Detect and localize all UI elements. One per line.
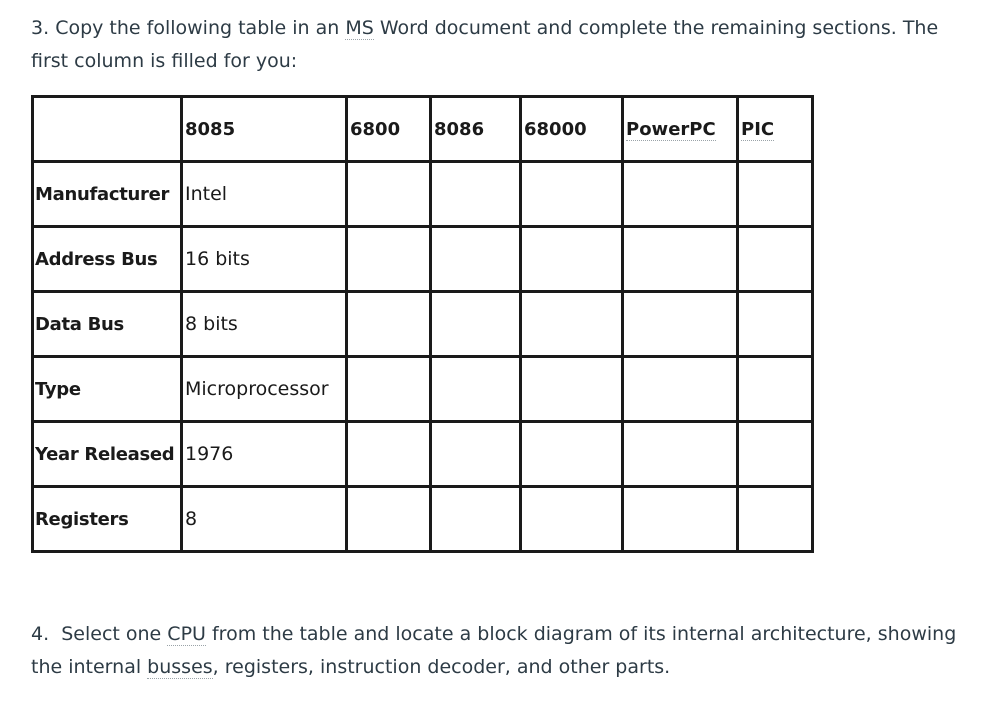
row-label-year-released: Year Released: [33, 422, 182, 487]
table-row: [33, 162, 813, 227]
header-cell-6800: 6800: [347, 97, 431, 162]
ms-word-term: MS: [345, 17, 374, 39]
table-header-row: [33, 97, 813, 162]
cell-8085-year-released: 1976: [182, 422, 347, 487]
table-row: [33, 227, 813, 292]
question-4-text-middle: from the table and locate a block diagram of its internal architecture, showing the internal: [31, 623, 957, 678]
row-label-type: Type: [33, 357, 182, 422]
header-cell-pic: [738, 97, 813, 162]
cpu-term: CPU: [167, 623, 206, 645]
question-4-number: 4.: [31, 623, 50, 645]
table-cell-empty: [521, 357, 623, 422]
table-cell-empty: [738, 422, 813, 487]
question-4-text-start: Select one: [61, 623, 162, 645]
cpu-comparison-table: [31, 95, 814, 553]
row-label-address-bus: Address Bus: [33, 227, 182, 292]
table-cell-empty: [521, 292, 623, 357]
cell-8085-data-bus: 8 bits: [182, 292, 347, 357]
question-4-text-end: , registers, instruction decoder, and other parts.: [212, 656, 671, 678]
table-cell-empty: [623, 357, 738, 422]
table-cell-empty: [521, 422, 623, 487]
question-3: [31, 12, 971, 78]
header-cell-empty: [33, 97, 182, 162]
question-3-number: 3.: [31, 17, 50, 39]
busses-term: busses: [147, 656, 213, 678]
table-cell-empty: [521, 487, 623, 552]
table-row: [33, 422, 813, 487]
question-3-text-end: Word document and complete the remaining sections. The first column is filled for you:: [31, 17, 939, 72]
cell-8085-address-bus: 16 bits: [182, 227, 347, 292]
cell-8085-type: Microprocessor: [182, 357, 347, 422]
table-cell-empty: [431, 292, 521, 357]
pic-label: PIC: [741, 118, 775, 140]
table-cell-empty: [738, 487, 813, 552]
table-cell-empty: [623, 422, 738, 487]
table-cell-empty: [431, 227, 521, 292]
powerpc-label: PowerPC: [626, 118, 716, 140]
header-cell-8085: 8085: [182, 97, 347, 162]
header-cell-powerpc: [623, 97, 738, 162]
table-cell-empty: [347, 357, 431, 422]
table-row: [33, 357, 813, 422]
table-cell-empty: [431, 162, 521, 227]
table-cell-empty: [738, 227, 813, 292]
table-cell-empty: [347, 227, 431, 292]
table-cell-empty: [521, 227, 623, 292]
row-label-manufacturer: Manufacturer: [33, 162, 182, 227]
table-row: [33, 292, 813, 357]
question-3-text-start: Copy the following table in an: [55, 17, 340, 39]
table-cell-empty: [623, 292, 738, 357]
table-cell-empty: [623, 227, 738, 292]
table-cell-empty: [521, 162, 623, 227]
header-cell-8086: 8086: [431, 97, 521, 162]
cell-8085-manufacturer: Intel: [182, 162, 347, 227]
cell-8085-registers: 8: [182, 487, 347, 552]
row-label-data-bus: Data Bus: [33, 292, 182, 357]
table-cell-empty: [347, 162, 431, 227]
table-cell-empty: [347, 487, 431, 552]
table-cell-empty: [738, 292, 813, 357]
table-cell-empty: [431, 422, 521, 487]
table-cell-empty: [623, 162, 738, 227]
table-cell-empty: [431, 487, 521, 552]
table-cell-empty: [623, 487, 738, 552]
row-label-registers: Registers: [33, 487, 182, 552]
table-cell-empty: [431, 357, 521, 422]
table-cell-empty: [347, 292, 431, 357]
question-4: [31, 618, 981, 684]
table-cell-empty: [347, 422, 431, 487]
header-cell-68000: 68000: [521, 97, 623, 162]
table-cell-empty: [738, 162, 813, 227]
table-row: [33, 487, 813, 552]
table-cell-empty: [738, 357, 813, 422]
